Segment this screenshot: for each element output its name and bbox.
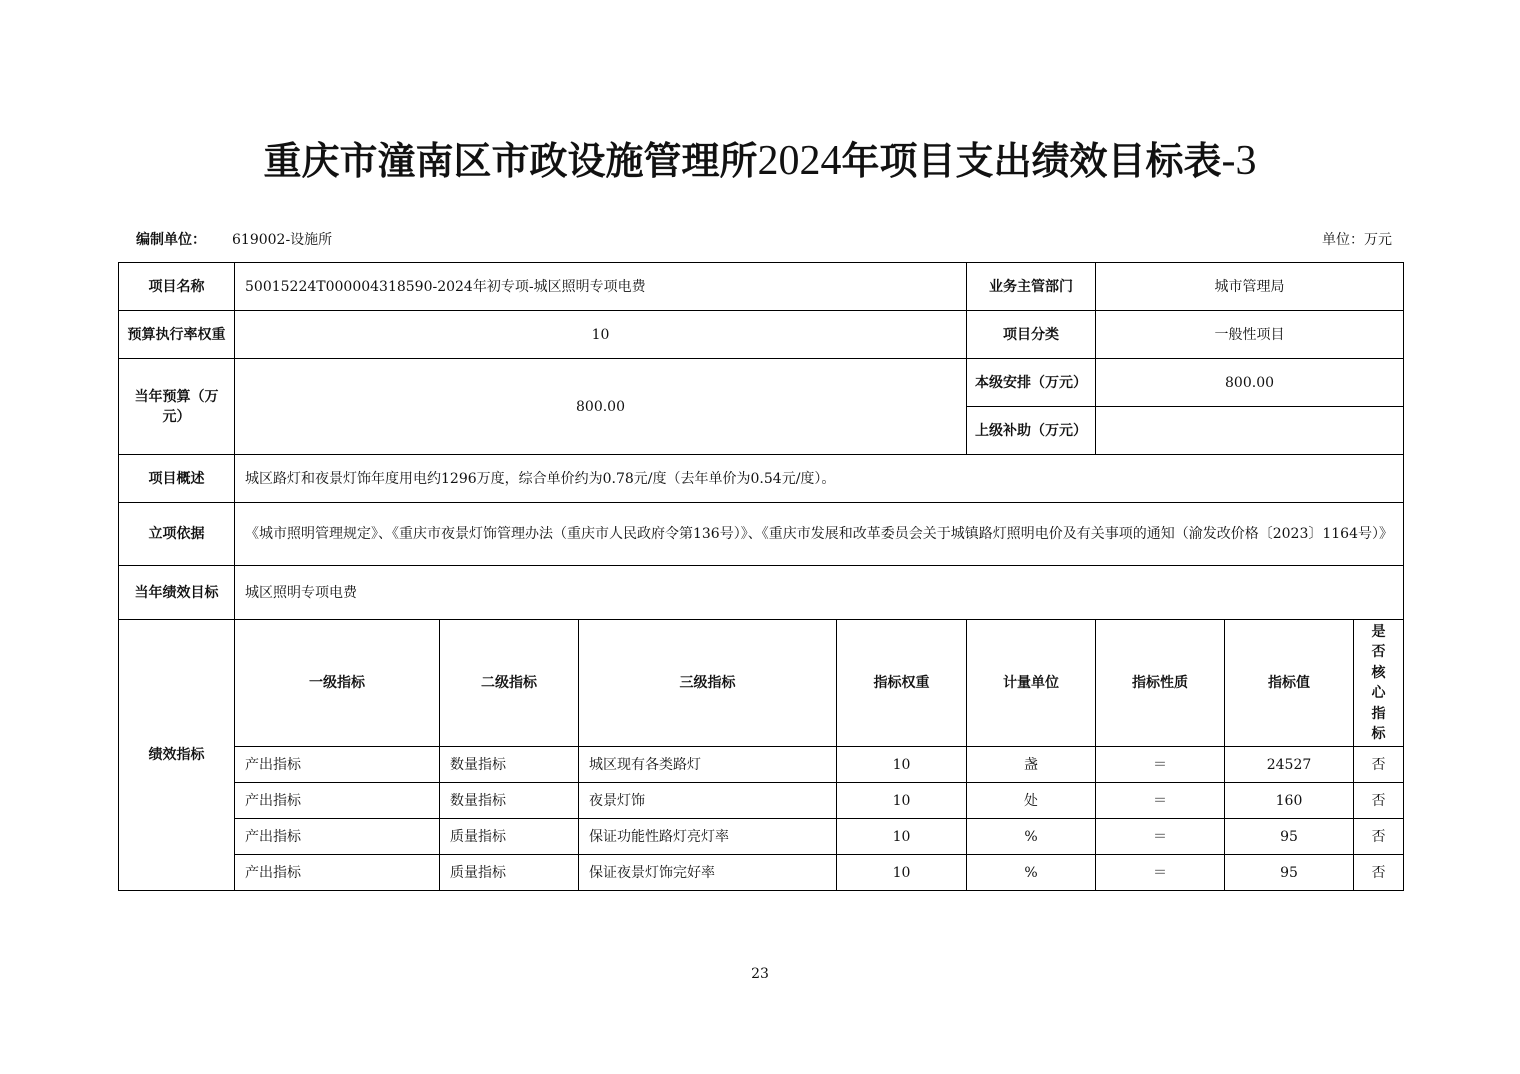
title-year: 2024 [757,138,842,184]
header-level3: 三级指标 [579,620,837,747]
compiling-unit-value: 619002-设施所 [232,232,333,248]
compiling-unit [136,229,332,249]
row2-unit: % [967,819,1096,855]
table-row [119,855,1404,891]
title-suffix: -3 [1221,138,1257,184]
row2-level1: 产出指标 [235,819,440,855]
row0-unit: 盏 [967,747,1096,783]
table-row [119,819,1404,855]
row1-nature: ＝ [1096,783,1225,819]
row0-nature: ＝ [1096,747,1225,783]
weight-value: 10 [235,311,967,359]
row3-level3: 保证夜景灯饰完好率 [579,855,837,891]
row1-level3: 夜景灯饰 [579,783,837,819]
goal-label: 当年绩效目标 [119,566,235,620]
row1-core: 否 [1354,783,1404,819]
row0-level1: 产出指标 [235,747,440,783]
row2-level2: 质量指标 [440,819,579,855]
budget-value: 800.00 [235,359,967,455]
row0-level2: 数量指标 [440,747,579,783]
row1-level2: 数量指标 [440,783,579,819]
row0-value: 24527 [1225,747,1354,783]
page-number: 23 [751,966,769,982]
row-project-name [119,263,1404,311]
upper-subsidy-value [1096,407,1404,455]
goal-value: 城区照明专项电费 [235,566,1404,620]
row3-value: 95 [1225,855,1354,891]
performance-target-table [118,262,1404,891]
row1-weight: 10 [837,783,967,819]
header-level2: 二级指标 [440,620,579,747]
row1-value: 160 [1225,783,1354,819]
indicators-section-label: 绩效指标 [119,620,235,891]
row2-level3: 保证功能性路灯亮灯率 [579,819,837,855]
compiling-unit-label: 编制单位： [136,232,206,248]
row-basis [119,503,1404,566]
page-title [0,130,1520,185]
row2-value: 95 [1225,819,1354,855]
title-prefix: 重庆市潼南区市政设施管理所 [263,139,758,183]
row-summary [119,455,1404,503]
dept-label: 业务主管部门 [967,263,1096,311]
category-label: 项目分类 [967,311,1096,359]
project-name-label: 项目名称 [119,263,235,311]
row-annual-budget [119,359,1404,407]
header-core [1354,620,1404,747]
summary-value: 城区路灯和夜景灯饰年度用电约1296万度，综合单价约为0.78元/度（去年单价为0.54元/度）。 [235,455,1404,503]
header-core-text: 是否核心指标 [1371,623,1386,742]
weight-label: 预算执行率权重 [119,311,235,359]
row3-weight: 10 [837,855,967,891]
row3-level2: 质量指标 [440,855,579,891]
row2-core: 否 [1354,819,1404,855]
budget-label: 当年预算（万元） [119,359,235,455]
basis-label: 立项依据 [119,503,235,566]
title-middle: 年项目支出绩效目标表 [841,139,1222,183]
row1-unit: 处 [967,783,1096,819]
table-row [119,783,1404,819]
row-annual-goal [119,566,1404,620]
row3-unit: % [967,855,1096,891]
row0-weight: 10 [837,747,967,783]
row2-weight: 10 [837,819,967,855]
category-value: 一般性项目 [1096,311,1404,359]
dept-value: 城市管理局 [1096,263,1404,311]
header-nature: 指标性质 [1096,620,1225,747]
header-value: 指标值 [1225,620,1354,747]
row-budget-weight [119,311,1404,359]
local-funding-label: 本级安排（万元） [967,359,1096,407]
row0-level3: 城区现有各类路灯 [579,747,837,783]
row0-core: 否 [1354,747,1404,783]
table-row [119,747,1404,783]
header-level1: 一级指标 [235,620,440,747]
summary-label: 项目概述 [119,455,235,503]
basis-value: 《城市照明管理规定》、《重庆市夜景灯饰管理办法（重庆市人民政府令第136号）》、《重庆市发展和改革委员会关于城镇路灯照明电价及有关事项的通知（渝发改价格〔2023〕1164号）》 [235,503,1404,566]
upper-subsidy-label: 上级补助（万元） [967,407,1096,455]
row2-nature: ＝ [1096,819,1225,855]
project-name-value: 50015224T000004318590-2024年初专项-城区照明专项电费 [235,263,967,311]
currency-unit: 单位：万元 [1322,232,1392,248]
header-weight: 指标权重 [837,620,967,747]
row3-level1: 产出指标 [235,855,440,891]
row3-nature: ＝ [1096,855,1225,891]
header-unit: 计量单位 [967,620,1096,747]
row1-level1: 产出指标 [235,783,440,819]
row3-core: 否 [1354,855,1404,891]
local-funding-value: 800.00 [1096,359,1404,407]
row-indicator-headers [119,620,1404,747]
